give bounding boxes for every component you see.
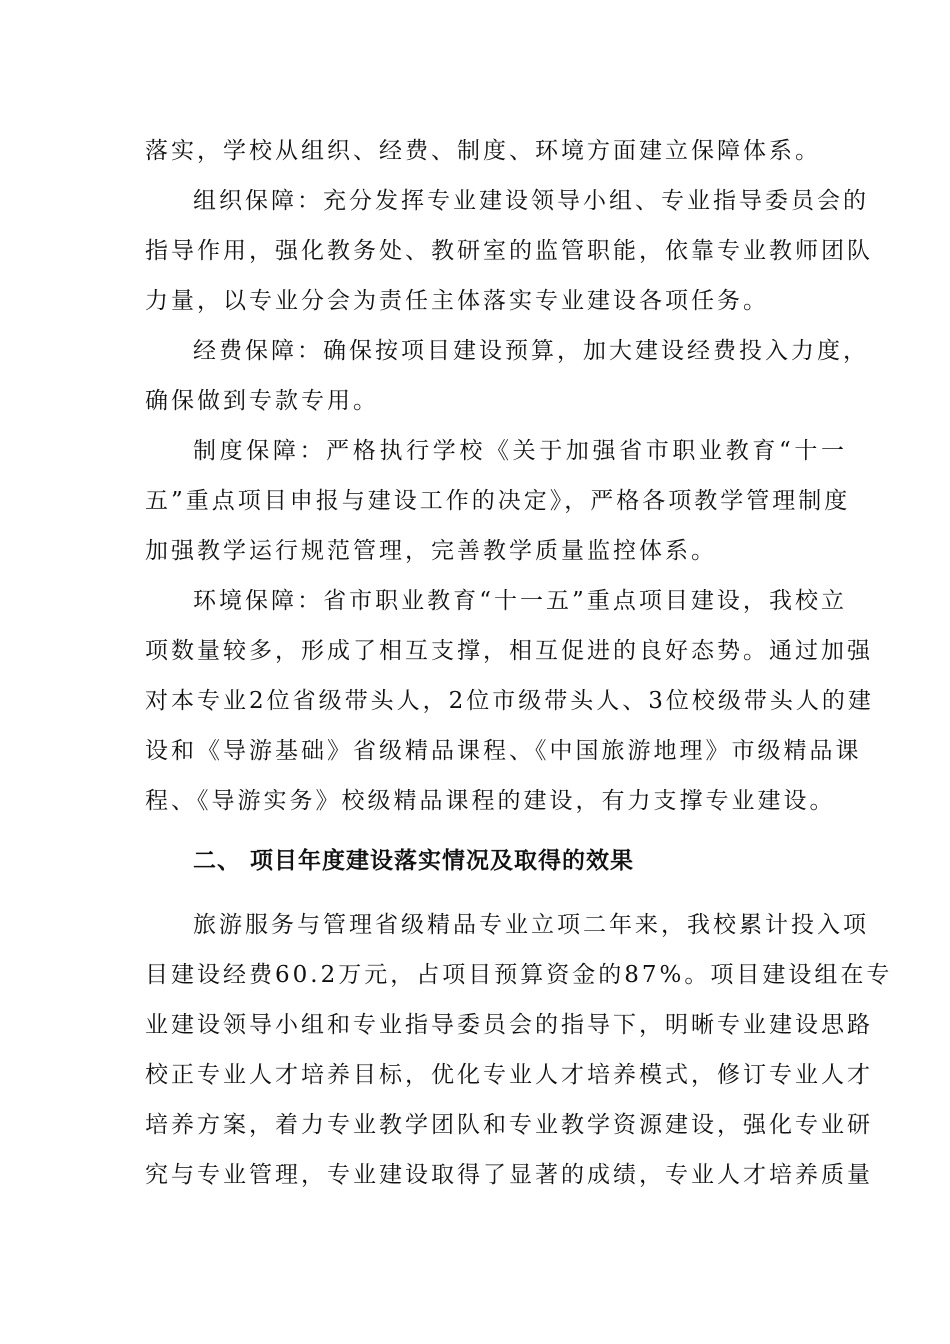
paragraph-line: 培养方案，着力专业教学团队和专业教学资源建设，强化专业研: [145, 1112, 873, 1138]
paragraph-line: 落实，学校从组织、经费、制度、环境方面建立保障体系。: [145, 138, 821, 164]
paragraph-line: 指导作用，强化教务处、教研室的监管职能，依靠专业教师团队: [145, 238, 873, 264]
paragraph-line: 究与专业管理，专业建设取得了显著的成绩，专业人才培养质量: [145, 1162, 873, 1188]
paragraph-line: 力量，以专业分会为责任主体落实专业建设各项任务。: [145, 288, 769, 314]
paragraph-line: 经费保障：确保按项目建设预算，加大建设经费投入力度，: [193, 338, 869, 364]
section-2-body: [145, 900, 893, 1200]
paragraph-line: 设和《导游基础》省级精品课程、《中国旅游地理》市级精品课: [145, 738, 862, 764]
section-1-body: [145, 126, 874, 826]
paragraph-line: 制度保障：严格执行学校《关于加强省市职业教育“十一: [193, 438, 847, 464]
paragraph-line: 目建设经费60.2万元，占项目预算资金的87%。项目建设组在专: [145, 962, 893, 988]
paragraph-line: 加强教学运行规范管理，完善教学质量监控体系。: [145, 538, 717, 564]
paragraph-line: 五”重点项目申报与建设工作的决定》，严格各项教学管理制度: [145, 488, 851, 514]
paragraph-line: 旅游服务与管理省级精品专业立项二年来，我校累计投入项: [193, 912, 869, 938]
paragraph-line: 组织保障：充分发挥专业建设领导小组、专业指导委员会的: [193, 188, 869, 214]
paragraph-line: 校正专业人才培养目标，优化专业人才培养模式，修订专业人才: [145, 1062, 873, 1088]
paragraph-line: 程、《导游实务》校级精品课程的建设，有力支撑专业建设。: [145, 788, 836, 814]
section-heading: 二、 项目年度建设落实情况及取得的效果: [193, 848, 635, 874]
paragraph-line: 对本专业2位省级带头人，2位市级带头人、3位校级带头人的建: [145, 688, 874, 714]
paragraph-line: 项数量较多，形成了相互支撑，相互促进的良好态势。通过加强: [145, 638, 873, 664]
paragraph-line: 业建设领导小组和专业指导委员会的指导下，明晰专业建设思路: [145, 1012, 873, 1038]
paragraph-line: 确保做到专款专用。: [145, 388, 379, 414]
paragraph-line: 环境保障：省市职业教育“十一五”重点项目建设，我校立: [193, 588, 847, 614]
